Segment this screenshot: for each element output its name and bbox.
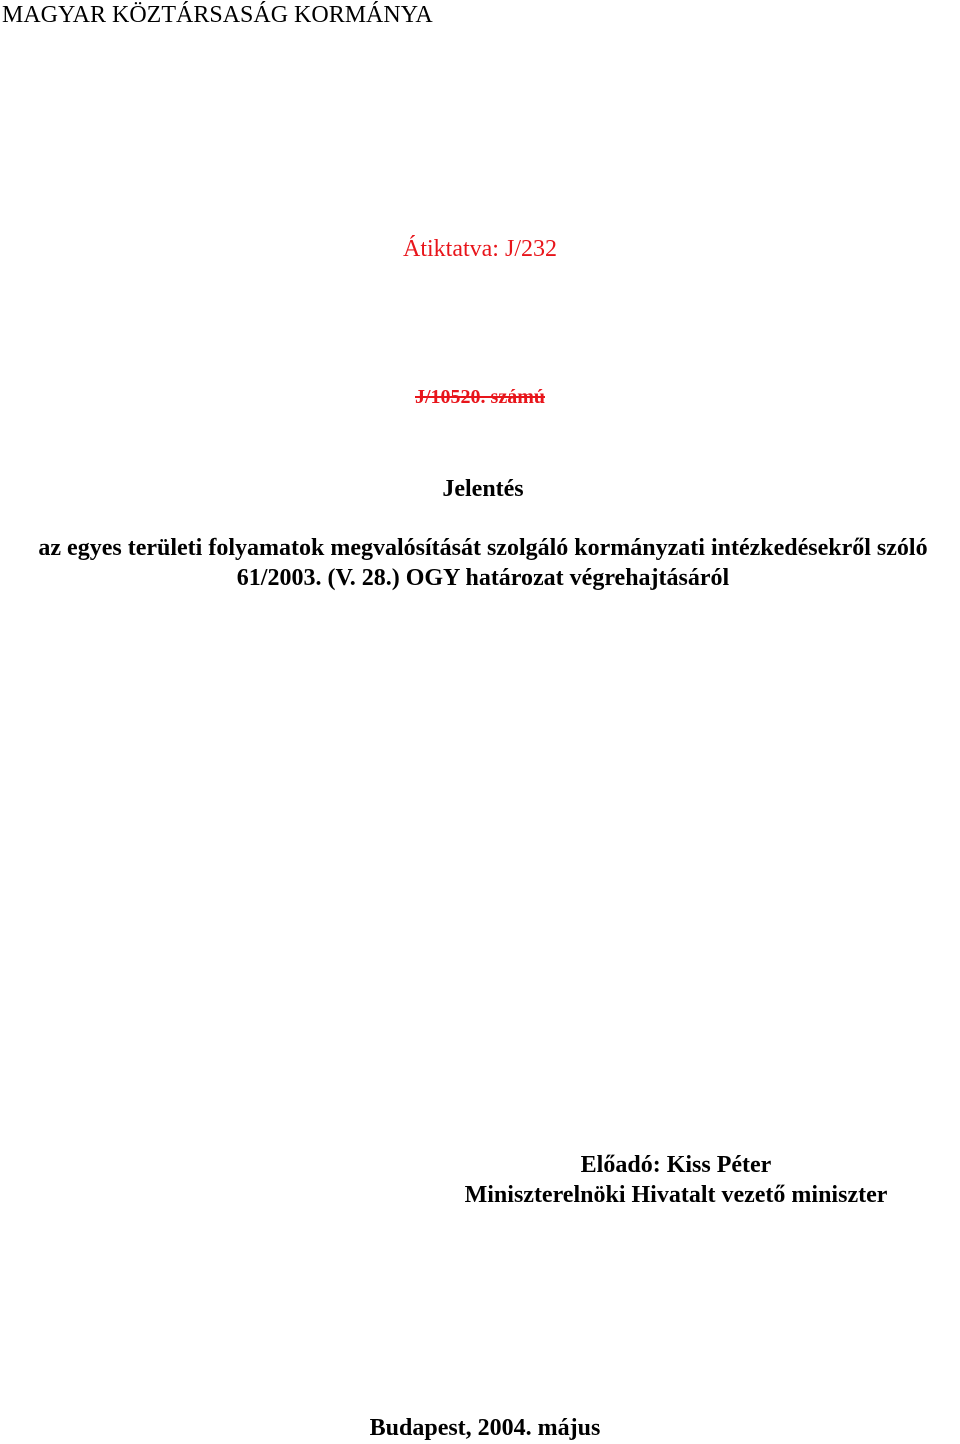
- struck-document-number: J/10520. számú: [415, 386, 545, 408]
- place-and-date: Budapest, 2004. május: [369, 1415, 601, 1441]
- report-title: Jelentés: [442, 476, 524, 502]
- report-subject-line-1: az egyes területi folyamatok megvalósítását szolgáló kormányzati intézkedésekről szóló: [38, 535, 928, 561]
- presenter-block: [0, 1150, 960, 1210]
- presenter-name: Előadó: Kiss Péter: [580, 1152, 772, 1178]
- report-subject: [0, 533, 960, 593]
- retyped-number-label: Átiktatva: J/232: [403, 236, 557, 262]
- report-subject-line-2: 61/2003. (V. 28.) OGY határozat végrehajtásáról: [236, 565, 730, 591]
- presenter-title: Miniszterelnöki Hivatalt vezető miniszter: [464, 1182, 888, 1208]
- government-header: MAGYAR KÖZTÁRSASÁG KORMÁNYA: [2, 2, 433, 28]
